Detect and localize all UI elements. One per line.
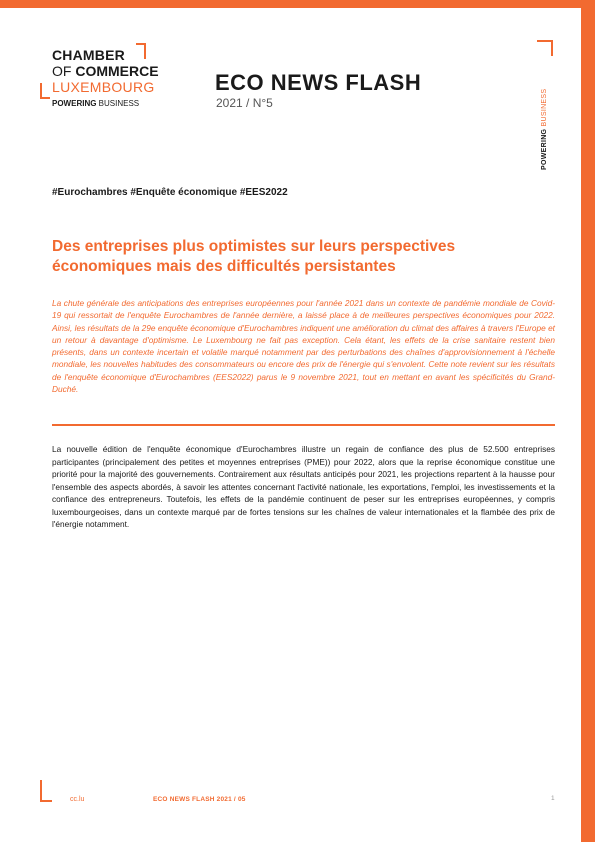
right-accent-band (581, 0, 595, 842)
hashtags: #Eurochambres #Enquête économique #EES2022 (52, 187, 288, 198)
logo-commerce: COMMERCE (71, 63, 159, 79)
logo-line-luxembourg: LUXEMBOURG (52, 79, 155, 95)
body-paragraph: La nouvelle édition de l'enquête économique d'Eurochambres illustre un regain de confiance des plus de 52.500 entreprises participantes (principalement des petites et moyennes entreprises (PME)) pour 2022, alors que la reprise économique constitue une priorité pour la majorité des gouvernements. Contrairement aux résultats anticipés pour 2021, les projections repartent à la hausse pour l'ensemble des aspects abordés, à savoir les attentes concernant l'activité nationale, les exportations, l'emploi, les investissements et la confiance des entrepreneurs. Toutefois, les effets de la pandémie continuent de peser sur les entreprises européennes, y compris luxembourgeoises, dans un contexte marqué par de fortes tensions sur les chaînes de valeur internationales et la flambée des prix de l'énergie notamment. (52, 444, 555, 529)
logo-line-chamber: CHAMBER (52, 47, 125, 63)
side-bracket (537, 40, 553, 56)
vertical-tagline (541, 89, 548, 170)
newsletter-title: ECO NEWS FLASH (215, 70, 422, 95)
logo-of: OF (52, 63, 72, 79)
vertical-powering: POWERING (541, 128, 548, 170)
intro-paragraph: La chute générale des anticipations des entreprises européennes pour l'année 2021 dans un contexte de pandémie mondiale de Covid-19 qui ressortait de l'enquête Eurochambres de l'année dernière, a laissé place à de meilleures perspectives économiques pour 2022. Ainsi, les résultats de la 29e enquête économique d'Eurochambres indiquent une amélioration du climat des affaires à travers l'Europe et un retour à davantage d'optimisme. Le Luxembourg ne fait pas exception. Cela étant, les effets de la crise sanitaire restent bien présents, dans un contexte incertain et volatile marqué notamment par des perturbations des chaînes d'approvisionnement à l'échelle mondiale, les nouvelles habitudes des consommateurs ou encore des prix de l'énergie qui s'envolent. Cette note revient sur les résultats de l'enquête économique d'Eurochambres (EES2022) parus le 9 novembre 2021, tout en mettant en avant les spécificités du Grand-Duché. (52, 298, 555, 395)
issue-number: 2021 / N°5 (216, 96, 273, 110)
logo-line-of-commerce (52, 63, 159, 79)
logo-bracket-top-right (136, 43, 146, 59)
intro-divider (52, 424, 555, 426)
page-number: 1 (551, 795, 555, 802)
logo-tagline-powering: POWERING (52, 99, 97, 108)
logo-tagline-business: BUSINESS (96, 99, 140, 108)
top-accent-band (0, 0, 595, 8)
footer-publication: ECO NEWS FLASH 2021 / 05 (153, 796, 246, 803)
footer-bracket (40, 780, 52, 802)
logo-tagline (52, 99, 139, 108)
article-headline: Des entreprises plus optimistes sur leurs perspectives économiques mais des difficultés persistantes (52, 238, 456, 275)
logo-bracket-bottom-left (40, 83, 50, 99)
vertical-business: BUSINESS (541, 88, 548, 129)
chamber-of-commerce-logo (40, 43, 180, 113)
footer-website-link[interactable]: cc.lu (70, 796, 85, 803)
